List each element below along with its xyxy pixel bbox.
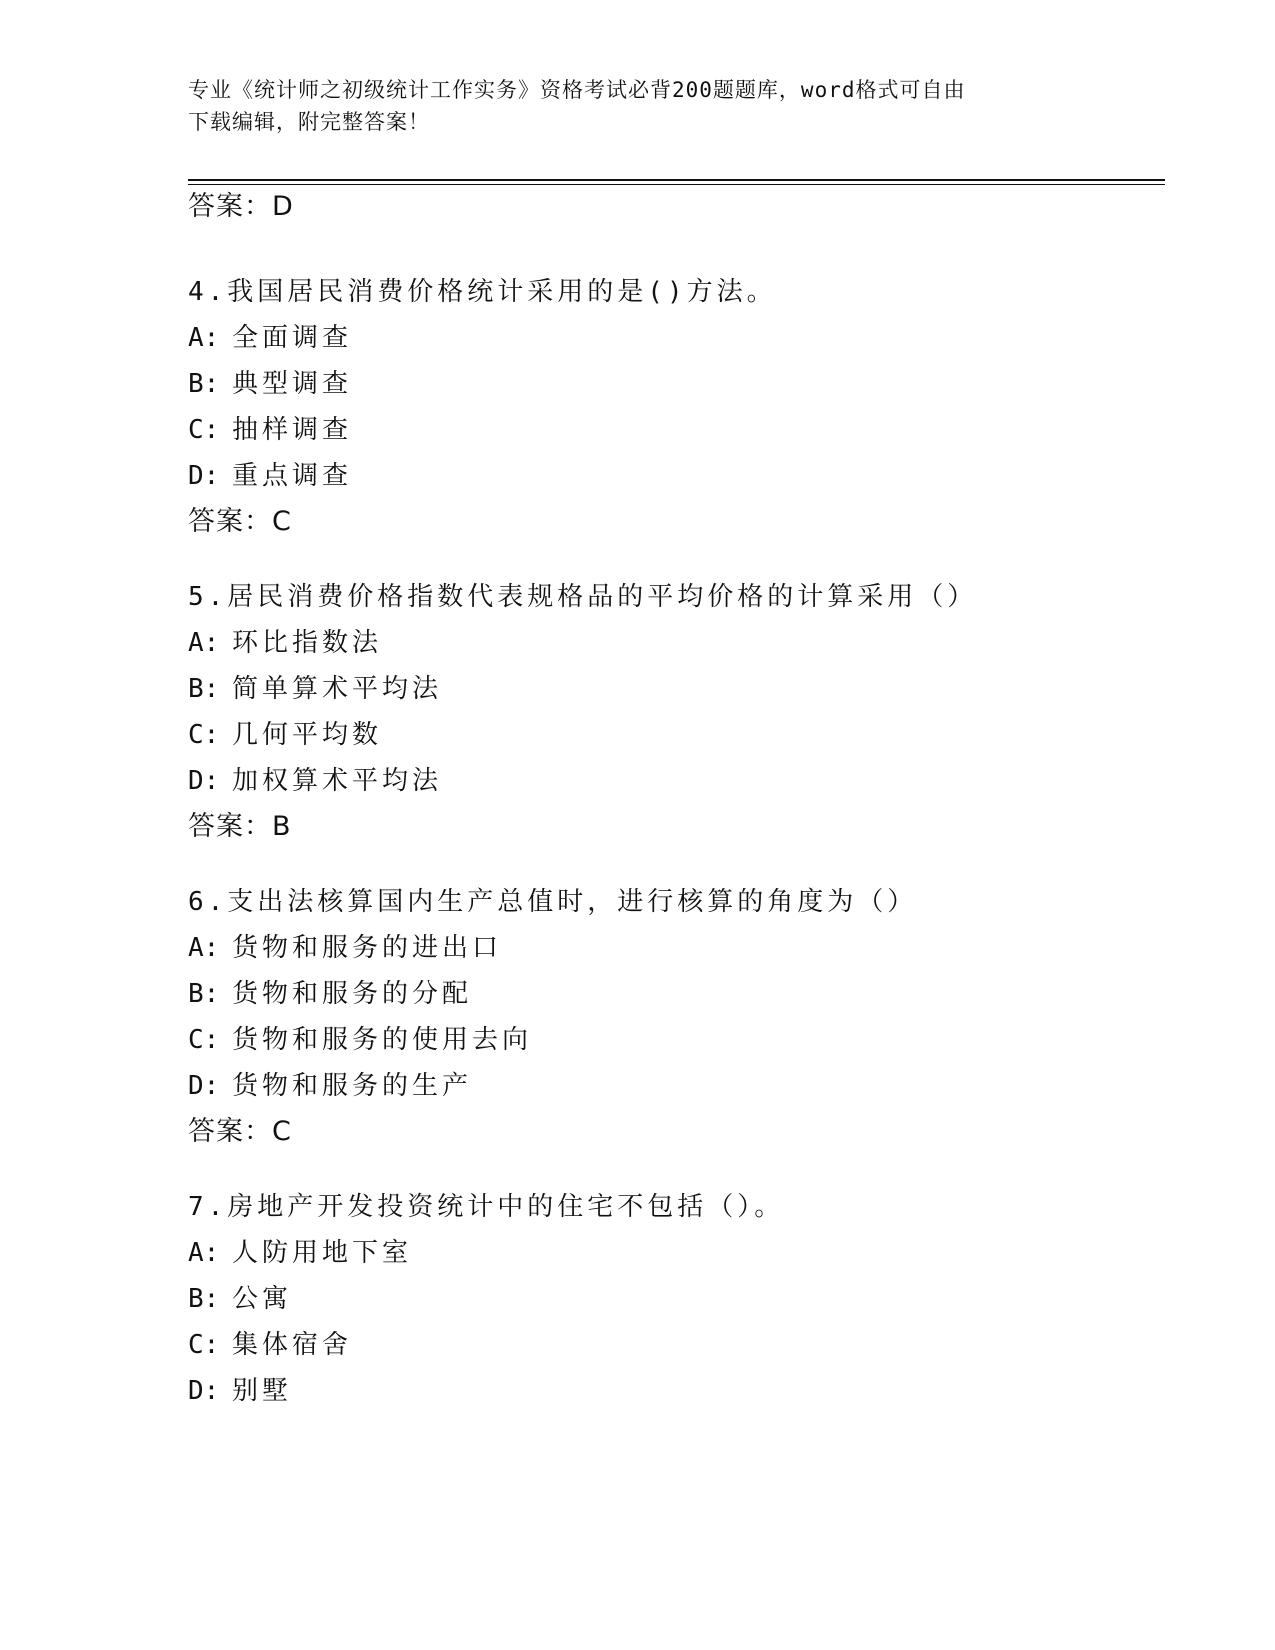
option-text: 人防用地下室 bbox=[232, 1238, 413, 1268]
option-c bbox=[188, 718, 1168, 764]
option-text: 典型调查 bbox=[232, 369, 353, 399]
option-d bbox=[188, 1069, 1168, 1115]
option-label: C: bbox=[188, 720, 220, 750]
question-stem: 6.支出法核算国内生产总值时，进行核算的角度为（） bbox=[188, 887, 918, 917]
option-label: A: bbox=[188, 628, 220, 658]
option-a bbox=[188, 321, 1168, 367]
option-c bbox=[188, 1328, 1168, 1374]
option-label: D: bbox=[188, 766, 220, 796]
option-a bbox=[188, 1236, 1168, 1282]
option-label: C: bbox=[188, 1025, 220, 1055]
option-a bbox=[188, 931, 1168, 977]
header-divider-thin bbox=[188, 184, 1165, 185]
option-text: 集体宿舍 bbox=[232, 1330, 353, 1360]
option-label: B: bbox=[188, 1284, 220, 1314]
option-c bbox=[188, 413, 1168, 459]
option-d bbox=[188, 459, 1168, 505]
option-text: 别墅 bbox=[232, 1376, 293, 1406]
option-a bbox=[188, 626, 1168, 672]
option-c bbox=[188, 1023, 1168, 1069]
option-text: 货物和服务的生产 bbox=[232, 1071, 473, 1101]
question-answer: 答案：B bbox=[188, 811, 292, 842]
option-text: 货物和服务的使用去向 bbox=[232, 1025, 533, 1055]
header-divider-thick bbox=[188, 179, 1165, 181]
question-7 bbox=[188, 1190, 1168, 1420]
document-header bbox=[188, 74, 1068, 138]
option-label: B: bbox=[188, 674, 220, 704]
question-5 bbox=[188, 580, 1168, 856]
option-text: 加权算术平均法 bbox=[232, 766, 443, 796]
question-stem: 7.房地产开发投资统计中的住宅不包括（）。 bbox=[188, 1192, 785, 1222]
option-label: C: bbox=[188, 415, 220, 445]
option-text: 货物和服务的进出口 bbox=[232, 933, 503, 963]
option-text: 几何平均数 bbox=[232, 720, 383, 750]
option-d bbox=[188, 764, 1168, 810]
header-line-1: 专业《统计师之初级统计工作实务》资格考试必背200题题库，word格式可自由 bbox=[188, 78, 966, 102]
option-label: D: bbox=[188, 1376, 220, 1406]
previous-answer: 答案：D bbox=[188, 191, 294, 222]
question-4 bbox=[188, 275, 1168, 551]
question-stem: 5.居民消费价格指数代表规格品的平均价格的计算采用（） bbox=[188, 582, 978, 612]
option-label: B: bbox=[188, 979, 220, 1009]
header-line-2: 下载编辑，附完整答案！ bbox=[188, 110, 430, 134]
option-label: C: bbox=[188, 1330, 220, 1360]
option-text: 简单算术平均法 bbox=[232, 674, 443, 704]
question-stem: 4.我国居民消费价格统计采用的是()方法。 bbox=[188, 277, 777, 307]
option-text: 重点调查 bbox=[232, 461, 353, 491]
option-label: A: bbox=[188, 933, 220, 963]
option-text: 全面调查 bbox=[232, 323, 353, 353]
option-b bbox=[188, 977, 1168, 1023]
option-b bbox=[188, 672, 1168, 718]
option-text: 货物和服务的分配 bbox=[232, 979, 473, 1009]
option-label: A: bbox=[188, 323, 220, 353]
option-text: 环比指数法 bbox=[232, 628, 383, 658]
option-text: 公寓 bbox=[232, 1284, 293, 1314]
option-label: D: bbox=[188, 1071, 220, 1101]
option-label: A: bbox=[188, 1238, 220, 1268]
option-d bbox=[188, 1374, 1168, 1420]
option-b bbox=[188, 367, 1168, 413]
question-6 bbox=[188, 885, 1168, 1161]
option-label: B: bbox=[188, 369, 220, 399]
question-answer: 答案：C bbox=[188, 1116, 292, 1147]
question-answer: 答案：C bbox=[188, 506, 292, 537]
option-label: D: bbox=[188, 461, 220, 491]
option-text: 抽样调查 bbox=[232, 415, 353, 445]
option-b bbox=[188, 1282, 1168, 1328]
